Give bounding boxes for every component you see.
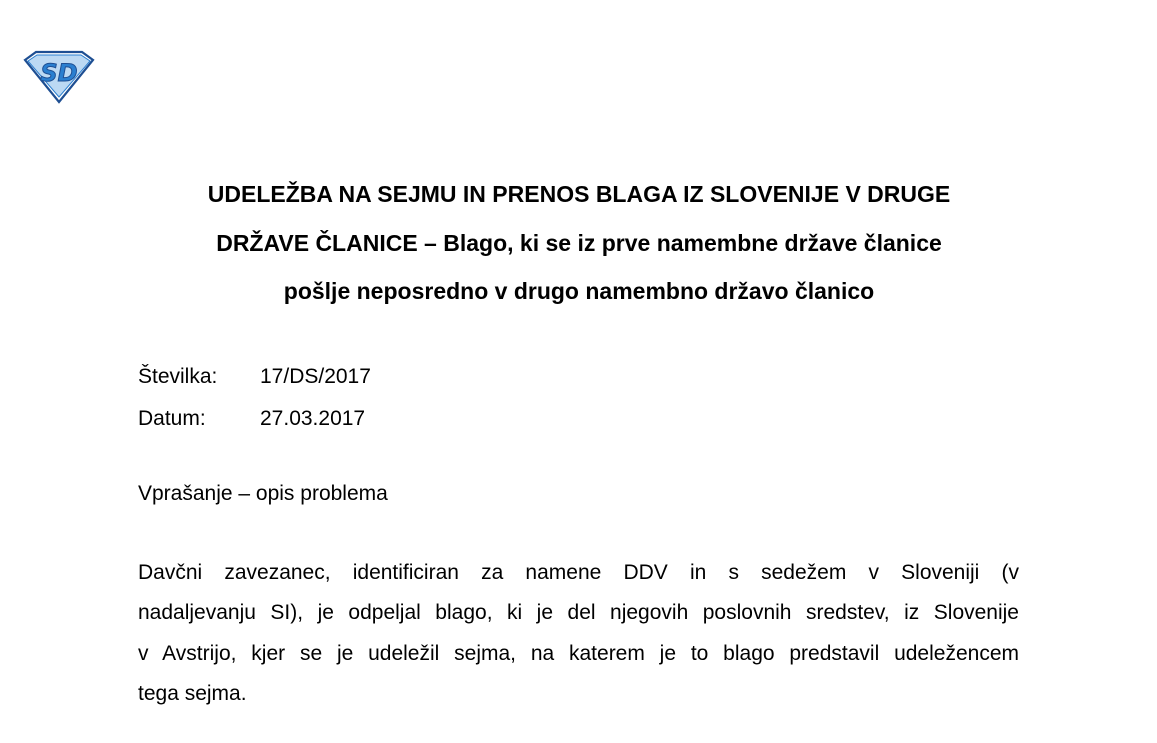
date-value: 27.03.2017 [260, 407, 366, 430]
shield-sd-logo-icon [22, 48, 96, 104]
paragraph-line: Davčni zavezanec, identificiran za namene DDV in s sedežem v Sloveniji (v [138, 561, 1019, 584]
logo-text: SD [40, 59, 78, 87]
document-title [130, 170, 1028, 316]
title-line: DRŽAVE ČLANICE – Blago, ki se iz prve namembne države članice [216, 229, 942, 256]
meta-number-row [138, 356, 371, 398]
title-line: UDELEŽBA NA SEJMU IN PRENOS BLAGA IZ SLOVENIJE V DRUGE [207, 181, 951, 207]
paragraph-line: v Avstrijo, kjer se je udeležil sejma, na katerem je to blago predstavil udeležencem [138, 641, 1019, 665]
number-value: 17/DS/2017 [260, 365, 371, 388]
document-meta [138, 356, 371, 440]
paragraph-line: nadaljevanju SI), je odpeljal blago, ki je del njegovih poslovnih sredstev, iz Slovenije [138, 601, 1019, 625]
paragraph-line: tega sejma. [138, 681, 247, 705]
number-label: Številka: [138, 365, 218, 388]
meta-date-row [138, 398, 371, 440]
title-line: pošlje neposredno v drugo namembno državo članico [283, 278, 875, 304]
logo-icon [22, 48, 96, 104]
date-label: Datum: [138, 407, 206, 430]
body-paragraph [138, 553, 1019, 714]
question-heading: Vprašanje – opis problema [138, 482, 388, 505]
